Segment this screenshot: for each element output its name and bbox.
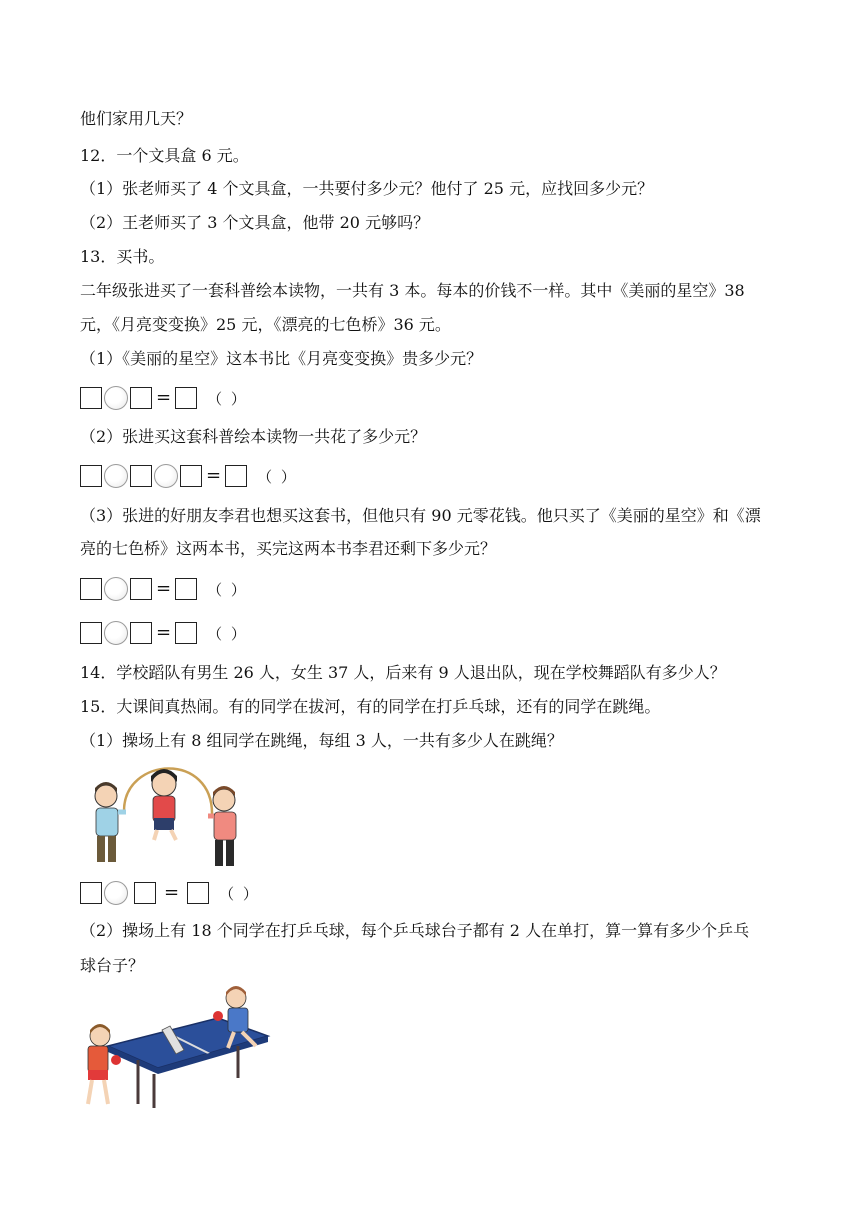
operator-circle[interactable]	[104, 881, 128, 905]
question-15-part-2: （2）操场上有 18 个同学在打乒乓球，每个乒乓球台子都有 2 人在单打，算一算有多少个乒乓	[80, 921, 750, 940]
answer-row	[80, 620, 248, 646]
equals-sign: =	[156, 578, 172, 599]
answer-box[interactable]	[175, 578, 197, 600]
equals-sign: =	[156, 622, 172, 643]
unit-parentheses[interactable]: （ ）	[207, 580, 248, 599]
equals-sign: =	[206, 465, 222, 486]
answer-box[interactable]	[80, 465, 102, 487]
equals-sign: =	[156, 387, 172, 408]
question-13-part-1: （1）《美丽的星空》这本书比《月亮变变换》贵多少元？	[80, 349, 483, 368]
operator-circle[interactable]	[104, 621, 128, 645]
question-13-part-2: （2）张进买这套科普绘本读物一共花了多少元？	[80, 427, 427, 446]
equals-sign: =	[164, 882, 180, 903]
answer-row	[80, 463, 298, 489]
answer-row	[80, 385, 248, 411]
question-12: 12．一个文具盒 6 元。	[80, 146, 249, 165]
question-12-part-1: （1）张老师买了 4 个文具盒，一共要付多少元？他付了 25 元，应找回多少元？	[80, 179, 654, 198]
answer-row	[80, 880, 260, 906]
unit-parentheses[interactable]: （ ）	[207, 624, 248, 643]
ping-pong-illustration	[78, 986, 278, 1116]
answer-box[interactable]	[130, 578, 152, 600]
unit-parentheses[interactable]: （ ）	[207, 389, 248, 408]
text-line: 他们家用几天？	[80, 109, 193, 128]
operator-circle[interactable]	[104, 464, 128, 488]
question-13-text-1: 二年级张进买了一套科普绘本读物，一共有 3 本。每本的价钱不一样。其中《美丽的星空》38	[80, 281, 745, 300]
answer-box[interactable]	[80, 882, 102, 904]
answer-box[interactable]	[180, 465, 202, 487]
answer-box[interactable]	[175, 622, 197, 644]
question-13-part-3: （3）张进的好朋友李君也想买这套书，但他只有 90 元零花钱。他只买了《美丽的星空》和《漂	[80, 506, 761, 525]
operator-circle[interactable]	[154, 464, 178, 488]
question-15: 15．大课间真热闹。有的同学在拔河，有的同学在打乒乓球，还有的同学在跳绳。	[80, 697, 661, 716]
unit-parentheses[interactable]: （ ）	[257, 467, 298, 486]
answer-box[interactable]	[130, 387, 152, 409]
question-14: 14．学校蹈队有男生 26 人，女生 37 人，后来有 9 人退出队，现在学校舞蹈队有多少人？	[80, 663, 726, 682]
question-15-part-2-cont: 球台子？	[80, 956, 145, 975]
question-13: 13．买书。	[80, 247, 165, 266]
answer-box[interactable]	[80, 622, 102, 644]
answer-box[interactable]	[175, 387, 197, 409]
answer-box[interactable]	[130, 465, 152, 487]
operator-circle[interactable]	[104, 577, 128, 601]
operator-circle[interactable]	[104, 386, 128, 410]
answer-box[interactable]	[225, 465, 247, 487]
question-15-part-1: （1）操场上有 8 组同学在跳绳，每组 3 人，一共有多少人在跳绳？	[80, 731, 563, 750]
answer-box[interactable]	[80, 387, 102, 409]
answer-box[interactable]	[134, 882, 156, 904]
answer-box[interactable]	[130, 622, 152, 644]
answer-row	[80, 576, 248, 602]
question-13-part-3-cont: 亮的七色桥》这两本书，买完这两本书李君还剩下多少元？	[80, 539, 497, 558]
unit-parentheses[interactable]: （ ）	[219, 884, 260, 903]
answer-box[interactable]	[187, 882, 209, 904]
jump-rope-illustration	[84, 756, 254, 870]
question-13-text-2: 元，《月亮变变换》25 元，《漂亮的七色桥》36 元。	[80, 315, 451, 334]
question-12-part-2: （2）王老师买了 3 个文具盒，他带 20 元够吗？	[80, 213, 430, 232]
answer-box[interactable]	[80, 578, 102, 600]
